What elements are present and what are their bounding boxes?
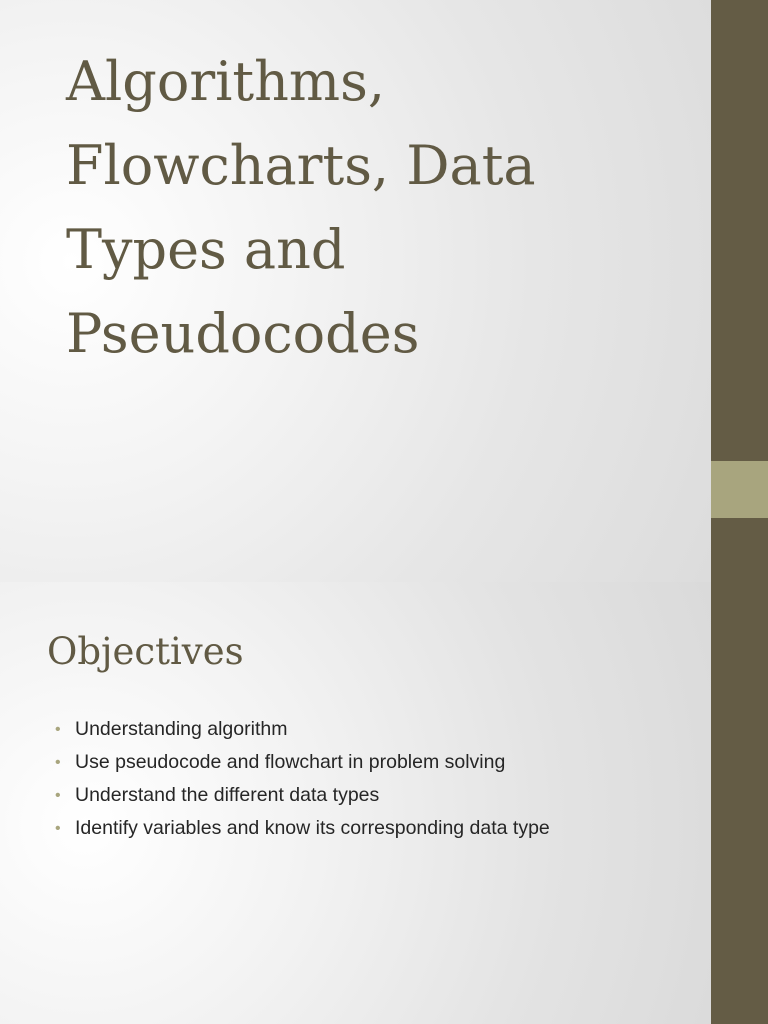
bullet-icon: • [55, 820, 61, 837]
list-item [55, 713, 550, 746]
slide-title: Algorithms, Flowcharts, Data Types and Pseudocodes [66, 50, 536, 365]
list-item-text: Understanding algorithm [75, 718, 288, 740]
objectives-heading: Objectives [47, 630, 244, 673]
list-item-text: Use pseudocode and flowchart in problem solving [75, 751, 506, 773]
list-item-text: Identify variables and know its corresponding data type [75, 817, 550, 839]
list-item-text: Understand the different data types [75, 784, 380, 806]
bullet-icon: • [55, 787, 61, 804]
bullet-icon: • [55, 754, 61, 771]
side-bar-accent-block [711, 461, 768, 518]
list-item [55, 746, 550, 779]
objectives-list [55, 713, 550, 845]
bullet-icon: • [55, 721, 61, 738]
list-item [55, 812, 550, 845]
list-item [55, 779, 550, 812]
objectives-slide [0, 582, 711, 1024]
